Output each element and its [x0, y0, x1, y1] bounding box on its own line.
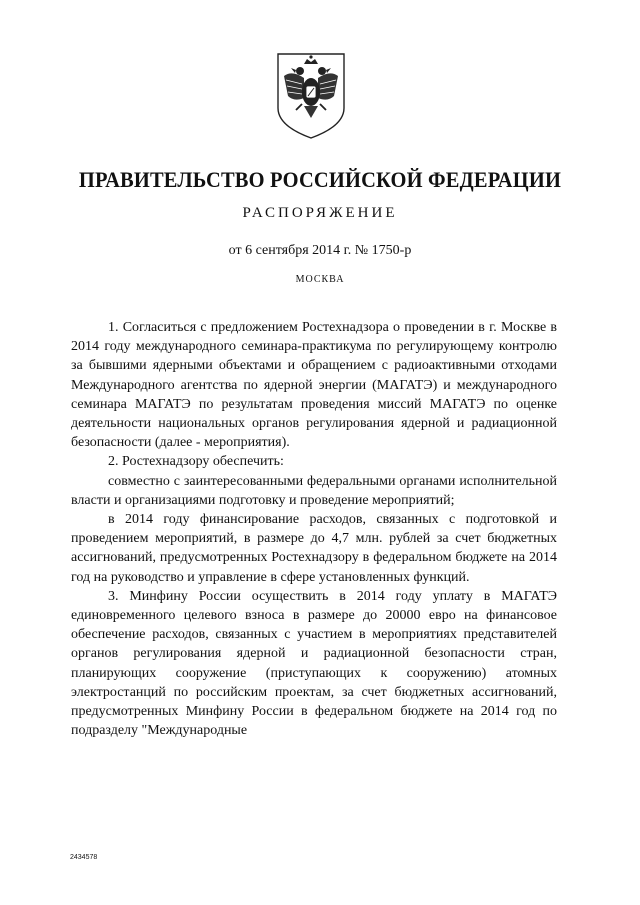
document-code: 2434578	[70, 854, 98, 861]
document-date-number: от 6 сентября 2014 г. № 1750-р	[228, 243, 412, 258]
paragraph-2-item-1: совместно с заинтересованными федеральными органами исполнительной власти и организациями подготовку и проведение мероприятий;	[71, 473, 557, 508]
government-title: ПРАВИТЕЛЬСТВО РОССИЙСКОЙ ФЕДЕРАЦИИ	[78, 167, 562, 192]
document-body	[71, 318, 557, 740]
paragraph-3: 3. Минфину России осуществить в 2014 году уплату в МАГАТЭ единовременного целевого взноса в размере до 20000 евро на финансовое обеспечение расходов, связанных с участием в мероприятиях представителей органов регулирования ядерной и радиационной безопасности стран, планирующих сооружение (приступающих к сооружению) атомных электростанций по российским проектам, за счет бюджетных ассигнований, предусмотренных Минфину России в федеральном бюджете на 2014 год по подразделу "Международные	[71, 588, 557, 739]
document-type: РАСПОРЯЖЕНИЕ	[242, 205, 398, 221]
paragraph-1: 1. Согласиться с предложением Ростехнадзора о проведении в г. Москве в 2014 году международного семинара-практикума по регулирующему контролю за бывшими ядерными объектами и обращением с радиоактивными отходами Международного агентства по ядерной энергии (МАГАТЭ) и международного семинара МАГАТЭ по результатам проведения миссий МАГАТЭ по оценке деятельности национальных органов регулирования ядерной и радиационной безопасности (далее - мероприятия).	[71, 320, 557, 451]
russian-coat-of-arms-icon	[274, 52, 348, 140]
document-place: МОСКВА	[295, 274, 345, 285]
paragraph-2: 2. Ростехнадзору обеспечить:	[108, 454, 284, 470]
paragraph-2-item-2: в 2014 году финансирование расходов, связанных с подготовкой и проведением мероприятий, в размере до 4,7 млн. рублей за счет бюджетных ассигнований, предусмотренных Ростехнадзору в федеральном бюджете на 2014 год на руководство и управление в сфере установленных функций.	[71, 512, 557, 585]
